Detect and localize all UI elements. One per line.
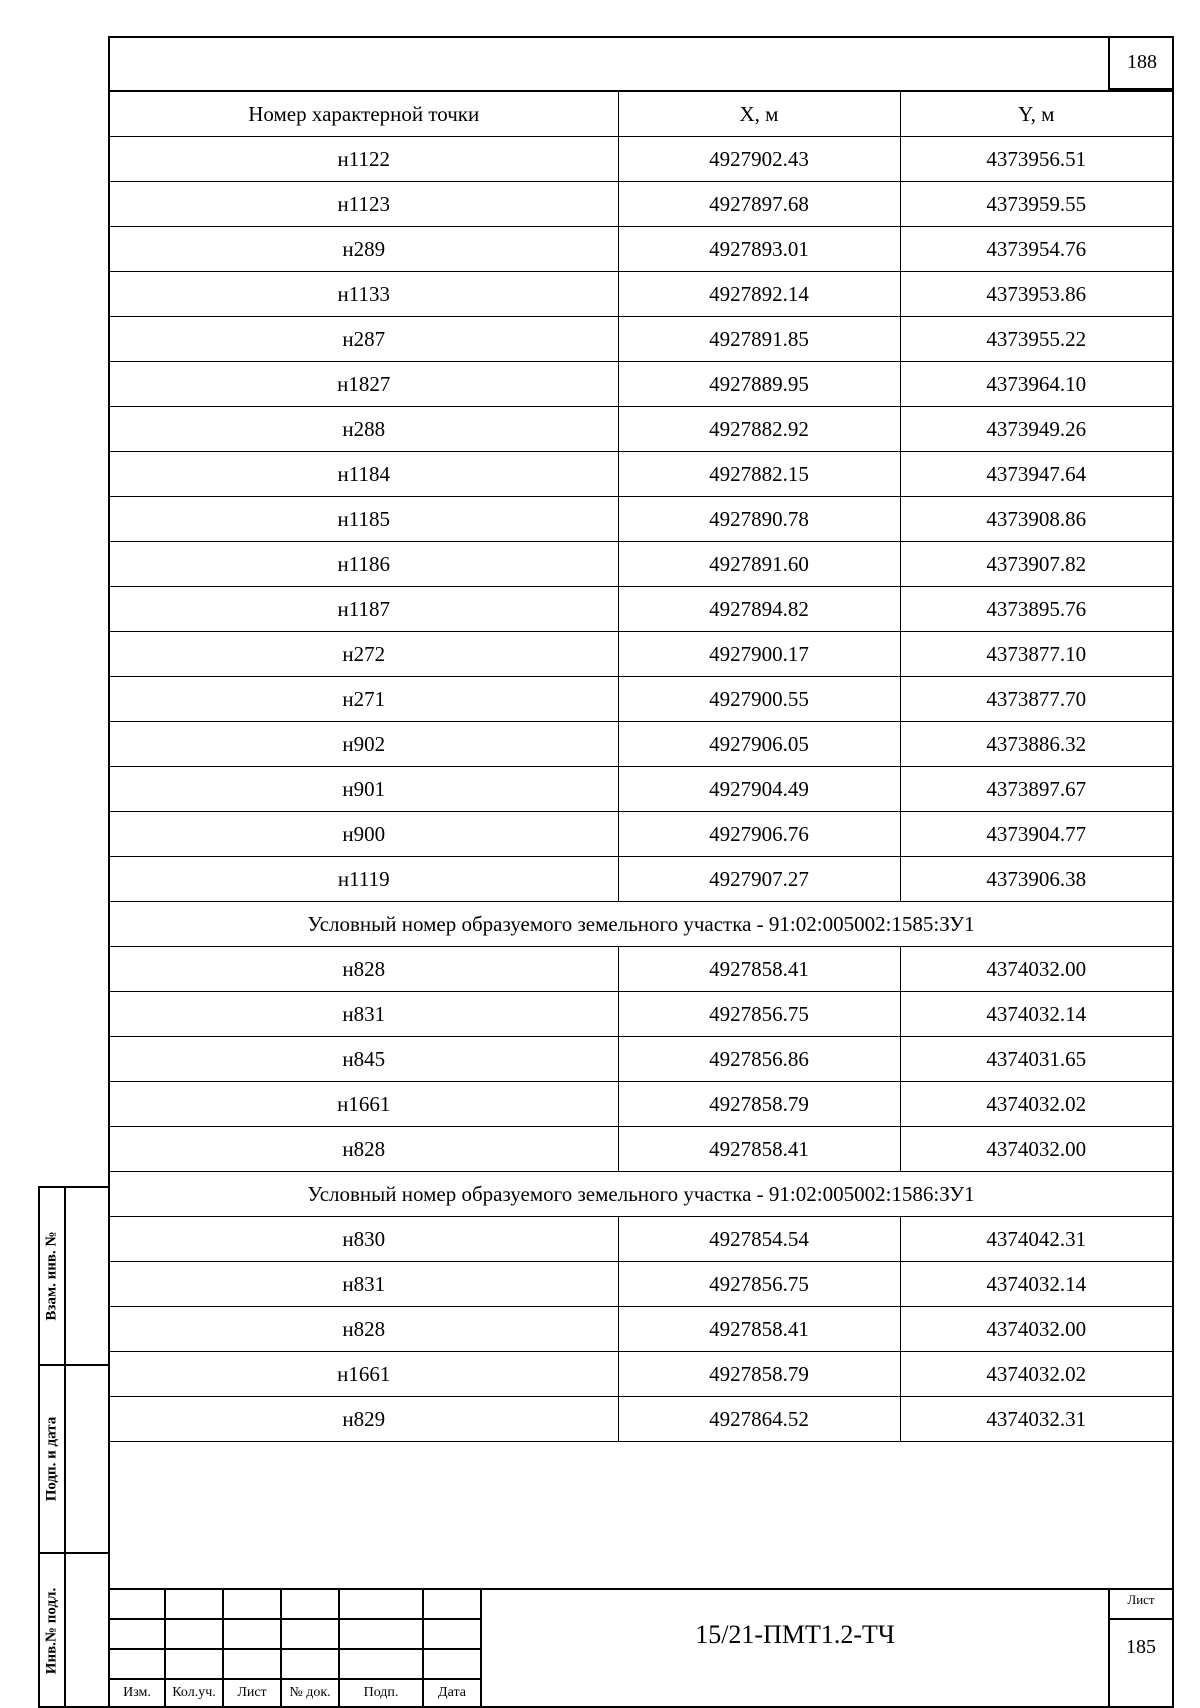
cell-point-number: н1187 — [110, 587, 618, 632]
cell-y: 4374032.00 — [900, 1127, 1172, 1172]
cell-point-number: н845 — [110, 1037, 618, 1082]
sheet-number: 185 — [1126, 1636, 1156, 1658]
cell-y: 4373956.51 — [900, 137, 1172, 182]
side-row-original — [40, 1554, 108, 1708]
cell-point-number: н1123 — [110, 182, 618, 227]
cell-x: 4927893.01 — [618, 227, 900, 272]
cell-point-number: н1185 — [110, 497, 618, 542]
table-row — [110, 1397, 1172, 1442]
table-row — [110, 317, 1172, 362]
frame-border-right — [1172, 36, 1174, 1708]
cell-x: 4927904.49 — [618, 767, 900, 812]
header-y: Y, м — [900, 91, 1172, 137]
cell-point-number: н901 — [110, 767, 618, 812]
cell-y: 4374031.65 — [900, 1037, 1172, 1082]
cell-x: 4927858.79 — [618, 1352, 900, 1397]
cell-x: 4927856.86 — [618, 1037, 900, 1082]
cell-x: 4927900.55 — [618, 677, 900, 722]
header-point-number: Номер характерной точки — [110, 91, 618, 137]
cell-y: 4373895.76 — [900, 587, 1172, 632]
cell-point-number: н829 — [110, 1397, 618, 1442]
page-number: 188 — [1127, 50, 1157, 73]
cell-point-number: н1827 — [110, 362, 618, 407]
table-row — [110, 722, 1172, 767]
cell-x: 4927854.54 — [618, 1217, 900, 1262]
table-row — [110, 1037, 1172, 1082]
cell-x: 4927891.60 — [618, 542, 900, 587]
cell-x: 4927891.85 — [618, 317, 900, 362]
table-row — [110, 632, 1172, 677]
col-label-date: Дата — [438, 1685, 466, 1700]
cell-y: 4373954.76 — [900, 227, 1172, 272]
side-label-original-inv: Инв.№ подл. — [43, 1587, 60, 1675]
table-row — [110, 227, 1172, 272]
cell-y: 4374032.14 — [900, 992, 1172, 1037]
cell-point-number: н1661 — [110, 1082, 618, 1127]
cell-x: 4927900.17 — [618, 632, 900, 677]
cell-y: 4374032.00 — [900, 947, 1172, 992]
table-row — [110, 587, 1172, 632]
cell-point-number: н1186 — [110, 542, 618, 587]
cell-x: 4927890.78 — [618, 497, 900, 542]
table-row — [110, 452, 1172, 497]
cell-x: 4927856.75 — [618, 992, 900, 1037]
cell-y: 4374032.02 — [900, 1082, 1172, 1127]
cell-y: 4373964.10 — [900, 362, 1172, 407]
cell-point-number: н289 — [110, 227, 618, 272]
table-header-row — [110, 91, 1172, 137]
cell-x: 4927907.27 — [618, 857, 900, 902]
cell-point-number: н1133 — [110, 272, 618, 317]
section-row — [110, 1172, 1172, 1217]
cell-point-number: н1184 — [110, 452, 618, 497]
side-label-replacement-inv: Взам. инв. № — [43, 1231, 60, 1321]
title-block-row-line — [108, 1648, 480, 1650]
cell-x: 4927882.15 — [618, 452, 900, 497]
page-number-box — [1108, 36, 1174, 90]
cell-y: 4373877.10 — [900, 632, 1172, 677]
frame-border-top — [108, 36, 1174, 38]
title-block-row-line — [1108, 1618, 1174, 1620]
cell-y: 4373897.67 — [900, 767, 1172, 812]
cell-point-number: н831 — [110, 992, 618, 1037]
cell-point-number: н828 — [110, 1127, 618, 1172]
cell-y: 4374042.31 — [900, 1217, 1172, 1262]
side-label-signature-date: Подп. и дата — [43, 1416, 60, 1502]
cell-x: 4927902.43 — [618, 137, 900, 182]
table-row — [110, 1217, 1172, 1262]
cell-y: 4374032.00 — [900, 1307, 1172, 1352]
cell-x: 4927906.05 — [618, 722, 900, 767]
table-row — [110, 137, 1172, 182]
cell-point-number: н271 — [110, 677, 618, 722]
cell-y: 4373886.32 — [900, 722, 1172, 767]
col-label-signature: Подп. — [363, 1685, 399, 1700]
table-row — [110, 947, 1172, 992]
cell-y: 4374032.02 — [900, 1352, 1172, 1397]
cell-x: 4927856.75 — [618, 1262, 900, 1307]
cell-y: 4373877.70 — [900, 677, 1172, 722]
cell-y: 4373953.86 — [900, 272, 1172, 317]
table-row — [110, 182, 1172, 227]
col-label-change: Изм. — [123, 1685, 151, 1700]
sheet-label: Лист — [1127, 1592, 1155, 1607]
cell-x: 4927882.92 — [618, 407, 900, 452]
cell-point-number: н902 — [110, 722, 618, 767]
cell-x: 4927858.41 — [618, 947, 900, 992]
cell-y: 4373906.38 — [900, 857, 1172, 902]
coordinates-table — [110, 90, 1172, 1442]
header-x: X, м — [618, 91, 900, 137]
title-block-top-border — [108, 1588, 1174, 1590]
cell-x: 4927864.52 — [618, 1397, 900, 1442]
col-label-doc-no: № док. — [289, 1685, 331, 1700]
table-row — [110, 677, 1172, 722]
cell-x: 4927858.41 — [618, 1307, 900, 1352]
table-row — [110, 1082, 1172, 1127]
cell-y: 4373949.26 — [900, 407, 1172, 452]
table-row — [110, 1352, 1172, 1397]
table-row — [110, 272, 1172, 317]
cell-point-number: н1661 — [110, 1352, 618, 1397]
title-block-row-line — [108, 1678, 480, 1680]
section-title: Условный номер образуемого земельного участка - 91:02:005002:1585:ЗУ1 — [110, 902, 1172, 947]
side-row-signature — [40, 1366, 108, 1554]
table-row — [110, 362, 1172, 407]
cell-x: 4927858.79 — [618, 1082, 900, 1127]
table-row — [110, 542, 1172, 587]
cell-y: 4373955.22 — [900, 317, 1172, 362]
cell-x: 4927889.95 — [618, 362, 900, 407]
table-row — [110, 1307, 1172, 1352]
cell-point-number: н288 — [110, 407, 618, 452]
cell-x: 4927894.82 — [618, 587, 900, 632]
cell-x: 4927858.41 — [618, 1127, 900, 1172]
table-body — [110, 137, 1172, 1442]
cell-y: 4374032.14 — [900, 1262, 1172, 1307]
table-row — [110, 407, 1172, 452]
section-title: Условный номер образуемого земельного участка - 91:02:005002:1586:ЗУ1 — [110, 1172, 1172, 1217]
section-row — [110, 902, 1172, 947]
cell-point-number: н828 — [110, 947, 618, 992]
table-row — [110, 497, 1172, 542]
cell-x: 4927892.14 — [618, 272, 900, 317]
col-label-sheet: Лист — [237, 1685, 267, 1700]
cell-y: 4373908.86 — [900, 497, 1172, 542]
cell-point-number: н287 — [110, 317, 618, 362]
table-row — [110, 1127, 1172, 1172]
cell-x: 4927906.76 — [618, 812, 900, 857]
side-stamp-strip — [38, 1186, 108, 1708]
title-block-row-line — [108, 1618, 480, 1620]
cell-point-number: н272 — [110, 632, 618, 677]
col-label-qty: Кол.уч. — [172, 1685, 216, 1700]
cell-point-number: н828 — [110, 1307, 618, 1352]
cell-y: 4374032.31 — [900, 1397, 1172, 1442]
table-row — [110, 992, 1172, 1037]
cell-point-number: н830 — [110, 1217, 618, 1262]
cell-x: 4927897.68 — [618, 182, 900, 227]
cell-y: 4373904.77 — [900, 812, 1172, 857]
cell-y: 4373947.64 — [900, 452, 1172, 497]
cell-point-number: н1122 — [110, 137, 618, 182]
document-code: 15/21-ПМТ1.2-ТЧ — [695, 1620, 895, 1649]
cell-point-number: н1119 — [110, 857, 618, 902]
cell-point-number: н831 — [110, 1262, 618, 1307]
table-row — [110, 1262, 1172, 1307]
table-row — [110, 767, 1172, 812]
table-row — [110, 857, 1172, 902]
cell-y: 4373907.82 — [900, 542, 1172, 587]
side-row-replacement — [40, 1188, 108, 1366]
cell-point-number: н900 — [110, 812, 618, 857]
table-row — [110, 812, 1172, 857]
cell-y: 4373959.55 — [900, 182, 1172, 227]
